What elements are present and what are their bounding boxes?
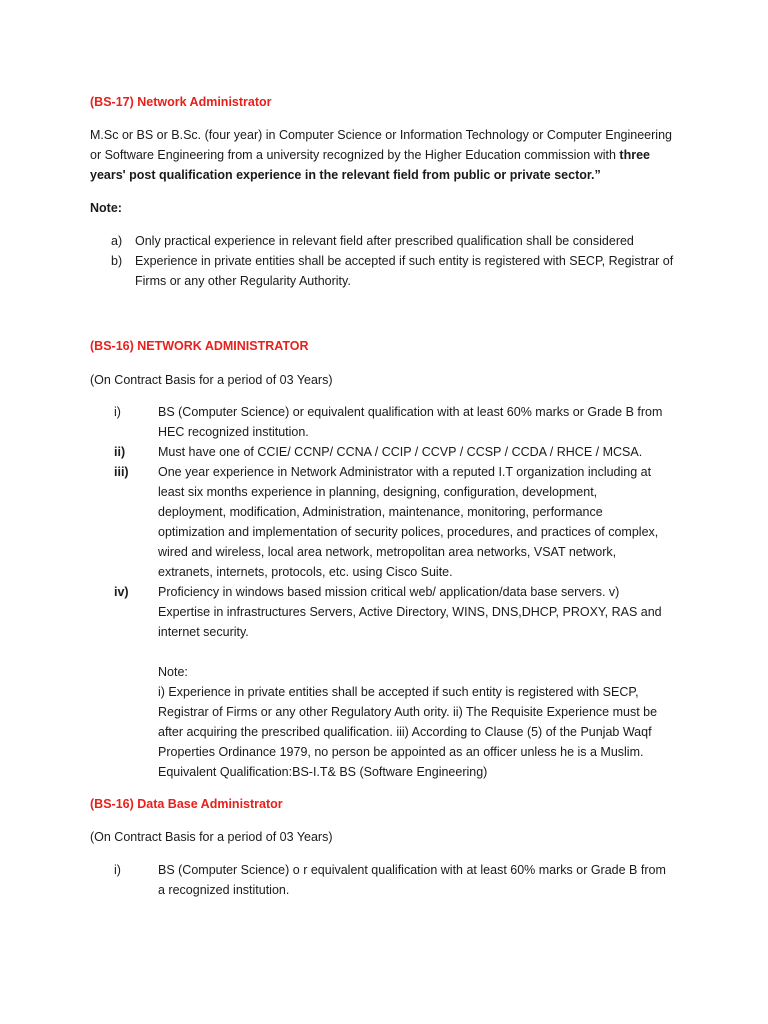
- bs17-paragraph-line-2-text: or Software Engineering from a university recognized by the Higher Education commission with: [90, 148, 620, 162]
- bs16-network-item-iii-text: [158, 462, 658, 582]
- bs16-network-note-line-2: i) Experience in private entities shall be accepted if such entity is registered with SECP,: [158, 685, 639, 699]
- bs17-note-b-line-2: Firms or any other Regularity Authority.: [135, 274, 351, 288]
- bs16-db-item-i-marker: i): [114, 863, 121, 877]
- bs16-network-item-i-line-2: HEC recognized institution.: [158, 425, 309, 439]
- bs17-note-b-line-1: Experience in private entities shall be accepted if such entity is registered with SECP, Registrar of: [135, 254, 674, 268]
- bs16-network-item-i-marker: i): [114, 405, 121, 419]
- section-heading-bs16-db: (BS-16) Data Base Administrator: [90, 797, 283, 811]
- bs16-db-item-i-line-1: BS (Computer Science) o r equivalent qualification with at least 60% marks or Grade B from: [158, 863, 666, 877]
- bs16-network-item-iii-line-2: least six months experience in planning, designing, configuration, development,: [158, 485, 598, 499]
- bs16-network-item-iii-line-5: wired and wireless, local area network, metropolitan area networks, VSAT network,: [158, 545, 617, 559]
- bs16-network-item-iv-text: [158, 582, 662, 642]
- bs16-network-item-iv-line-2: Expertise in infrastructures Servers, Active Directory, WINS, DNS,DHCP, PROXY, RAS and: [158, 605, 662, 619]
- bs16-network-item-iv-marker: iv): [114, 585, 129, 599]
- bs17-paragraph-line-1: M.Sc or BS or B.Sc. (four year) in Computer Science or Information Technology or Computer Engineering: [90, 128, 672, 142]
- bs17-note-a-marker: a): [111, 234, 123, 248]
- section-heading-bs16-network: (BS-16) NETWORK ADMINISTRATOR: [90, 339, 309, 353]
- bs16-network-note: [158, 662, 657, 782]
- bs17-note-b-text: [135, 251, 673, 291]
- bs16-network-note-line-4: after acquiring the prescribed qualification. iii) According to Clause (5) of the Punjab Waqf: [158, 725, 652, 739]
- bs16-db-item-i-text: [158, 860, 666, 900]
- bs17-paragraph-bold-2: years' post qualification experience in the relevant field from public or private sector.”: [90, 168, 601, 182]
- bs16-network-item-iii-marker: iii): [114, 465, 129, 479]
- bs16-network-item-iii-line-3: deployment, modification, Administration, maintenance, monitoring, performance: [158, 505, 603, 519]
- bs16-network-item-ii-text: Must have one of CCIE/ CCNP/ CCNA / CCIP / CCVP / CCSP / CCDA / RHCE / MCSA.: [158, 445, 643, 459]
- bs16-network-item-iii-line-1: One year experience in Network Administrator with a reputed I.T organization including at: [158, 465, 652, 479]
- bs16-network-contract: (On Contract Basis for a period of 03 Years): [90, 373, 333, 387]
- bs16-network-note-line-3: Registrar of Firms or any other Regulatory Auth ority. ii) The Requisite Experience must be: [158, 705, 658, 719]
- bs16-network-item-i-text: [158, 402, 662, 442]
- bs16-network-item-iv-line-3: internet security.: [158, 625, 249, 639]
- bs16-db-contract: (On Contract Basis for a period of 03 Years): [90, 830, 333, 844]
- bs16-db-item-i-line-2: a recognized institution.: [158, 883, 290, 897]
- section-heading-bs17: (BS-17) Network Administrator: [90, 95, 272, 109]
- bs17-paragraph: [90, 125, 672, 185]
- bs17-note-label: Note:: [90, 201, 122, 215]
- bs17-paragraph-line-2: [90, 145, 672, 165]
- bs16-network-item-iii-line-6: extranets, internets, protocols, etc. using Cisco Suite.: [158, 565, 453, 579]
- bs16-network-item-i-line-1: BS (Computer Science) or equivalent qualification with at least 60% marks or Grade B from: [158, 405, 663, 419]
- bs16-network-note-line-1: Note:: [158, 665, 188, 679]
- bs17-paragraph-bold-1: three: [619, 148, 650, 162]
- bs16-network-item-iv-line-1: Proficiency in windows based mission critical web/ application/data base servers. v): [158, 585, 620, 599]
- bs17-note-a-text: Only practical experience in relevant field after prescribed qualification shall be considered: [135, 234, 634, 248]
- bs17-note-b-marker: b): [111, 254, 123, 268]
- bs16-network-note-line-6: Equivalent Qualification:BS-I.T& BS (Software Engineering): [158, 765, 488, 779]
- bs16-network-note-line-5: Properties Ordinance 1979, no person be appointed as an officer unless he is a Muslim.: [158, 745, 644, 759]
- bs16-network-item-iii-line-4: optimization and implementation of security polices, procedures, and practices of complex,: [158, 525, 659, 539]
- bs16-network-item-ii-marker: ii): [114, 445, 126, 459]
